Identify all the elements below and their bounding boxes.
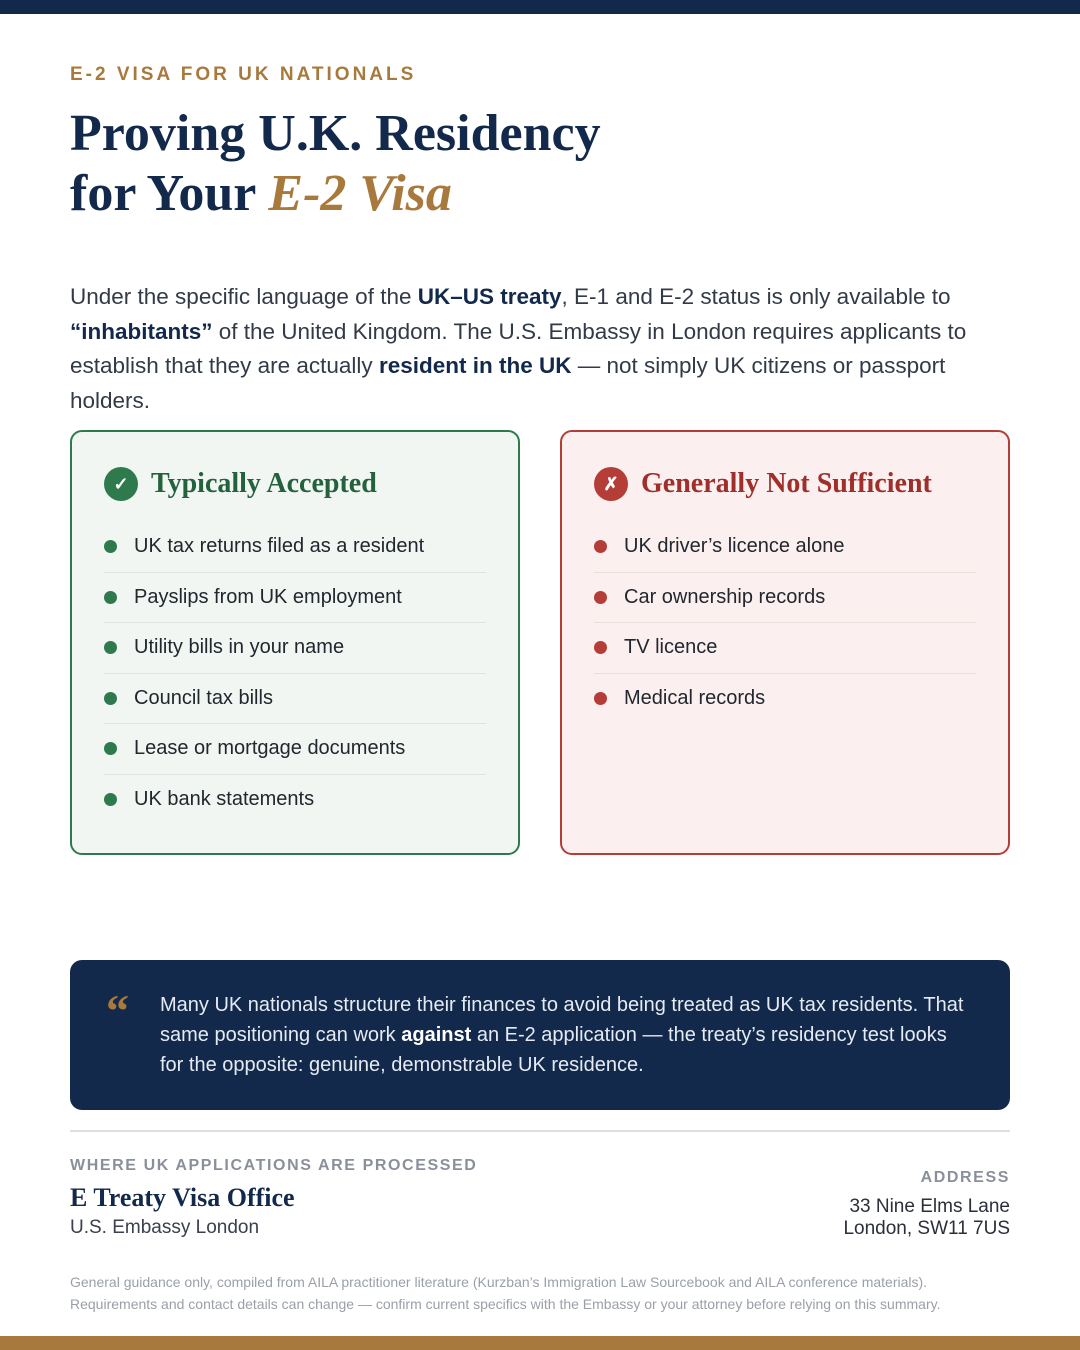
bullet-dot-icon xyxy=(104,591,117,604)
accepted-list xyxy=(104,522,486,825)
list-item xyxy=(104,724,486,775)
list-item-text: Car ownership records xyxy=(624,585,826,608)
list-item xyxy=(594,522,976,573)
bullet-dot-icon xyxy=(594,591,607,604)
intro-bold-resident: resident in the UK xyxy=(378,353,572,378)
accepted-card-header xyxy=(104,466,486,502)
bullet-dot-icon xyxy=(594,641,607,654)
quote-mark-icon: “ xyxy=(106,985,129,1036)
list-item-text: Medical records xyxy=(624,687,766,710)
bullet-dot-icon xyxy=(104,641,117,654)
bullet-dot-icon xyxy=(594,540,607,553)
bottom-accent-bar xyxy=(0,1336,1080,1350)
list-item-text: Lease or mortgage documents xyxy=(134,737,406,760)
top-accent-bar xyxy=(0,0,1080,14)
office-label: WHERE UK APPLICATIONS ARE PROCESSED xyxy=(70,1157,478,1174)
cross-icon: ✗ xyxy=(594,467,628,501)
list-item xyxy=(104,623,486,674)
intro-bold-treaty: UK–US treaty xyxy=(417,284,562,309)
list-item xyxy=(104,522,486,573)
disclaimer xyxy=(70,1272,1020,1315)
accepted-card xyxy=(70,430,520,855)
list-item xyxy=(594,674,976,725)
list-item-text: TV licence xyxy=(624,636,718,659)
not-sufficient-card-header xyxy=(594,466,976,502)
intro-text-2: , E-1 and E-2 status is only available to xyxy=(561,284,951,309)
intro-text-3: of the United Kingdom. The U.S. Embassy in London requires applicants to establish that they are actually xyxy=(70,318,967,378)
list-item xyxy=(104,775,486,826)
intro-text-4: — not simply UK citizens or passport holders. xyxy=(70,353,946,413)
bullet-dot-icon xyxy=(594,692,607,705)
title-line-2-prefix: for Your xyxy=(70,165,269,222)
list-item-text: UK tax returns filed as a resident xyxy=(134,535,425,558)
bullet-dot-icon xyxy=(104,793,117,806)
address-line-1: 33 Nine Elms Lane xyxy=(849,1196,1010,1217)
title-line-2-accent: E-2 Visa xyxy=(268,165,452,222)
page-title xyxy=(70,104,601,224)
title-line-1: Proving U.K. Residency xyxy=(70,105,601,162)
address-label: ADDRESS xyxy=(920,1169,1010,1186)
intro-paragraph xyxy=(70,280,1010,418)
list-item-text: Payslips from UK employment xyxy=(134,585,402,608)
not-sufficient-card-title: Generally Not Sufficient xyxy=(641,468,932,499)
list-item xyxy=(594,573,976,624)
office-name: E Treaty Visa Office xyxy=(70,1183,295,1212)
footer-divider xyxy=(70,1130,1010,1132)
bullet-dot-icon xyxy=(104,540,117,553)
disclaimer-line-2: Requirements and contact details can change — confirm current specifics with the Embassy or your attorney before relying on this summary. xyxy=(70,1295,941,1312)
intro-text-1: Under the specific language of the xyxy=(70,284,418,309)
quote-bold-against: against xyxy=(401,1024,472,1046)
pull-quote xyxy=(70,960,1010,1110)
list-item xyxy=(594,623,976,674)
check-icon: ✓ xyxy=(104,467,138,501)
quote-text-2: an E-2 application — the treaty’s residency test looks for the opposite: genuine, demonstrable UK residence. xyxy=(160,1024,947,1076)
intro-bold-inhabitants: “inhabitants” xyxy=(70,318,213,344)
pull-quote-text xyxy=(160,990,970,1080)
disclaimer-line-1: General guidance only, compiled from AILA practitioner literature (Kurzban’s Immigration Law Sourcebook and AILA conference materials). xyxy=(70,1274,928,1290)
list-item xyxy=(104,573,486,624)
address-line-2: London, SW11 7US xyxy=(843,1218,1010,1239)
quote-text-1: Many UK nationals structure their finances to avoid being treated as UK tax residents. That same positioning can work xyxy=(160,994,964,1046)
not-sufficient-card xyxy=(560,430,1010,855)
bullet-dot-icon xyxy=(104,692,117,705)
office-subtitle: U.S. Embassy London xyxy=(70,1217,260,1238)
list-item-text: UK driver’s licence alone xyxy=(624,535,845,558)
list-item xyxy=(104,674,486,725)
list-item-text: Council tax bills xyxy=(134,686,273,709)
accepted-card-title: Typically Accepted xyxy=(151,468,377,499)
bullet-dot-icon xyxy=(104,742,117,755)
not-sufficient-list xyxy=(594,522,976,724)
eyebrow-label: E-2 VISA FOR UK NATIONALS xyxy=(70,64,417,85)
list-item-text: Utility bills in your name xyxy=(134,636,345,659)
list-item-text: UK bank statements xyxy=(134,788,315,811)
